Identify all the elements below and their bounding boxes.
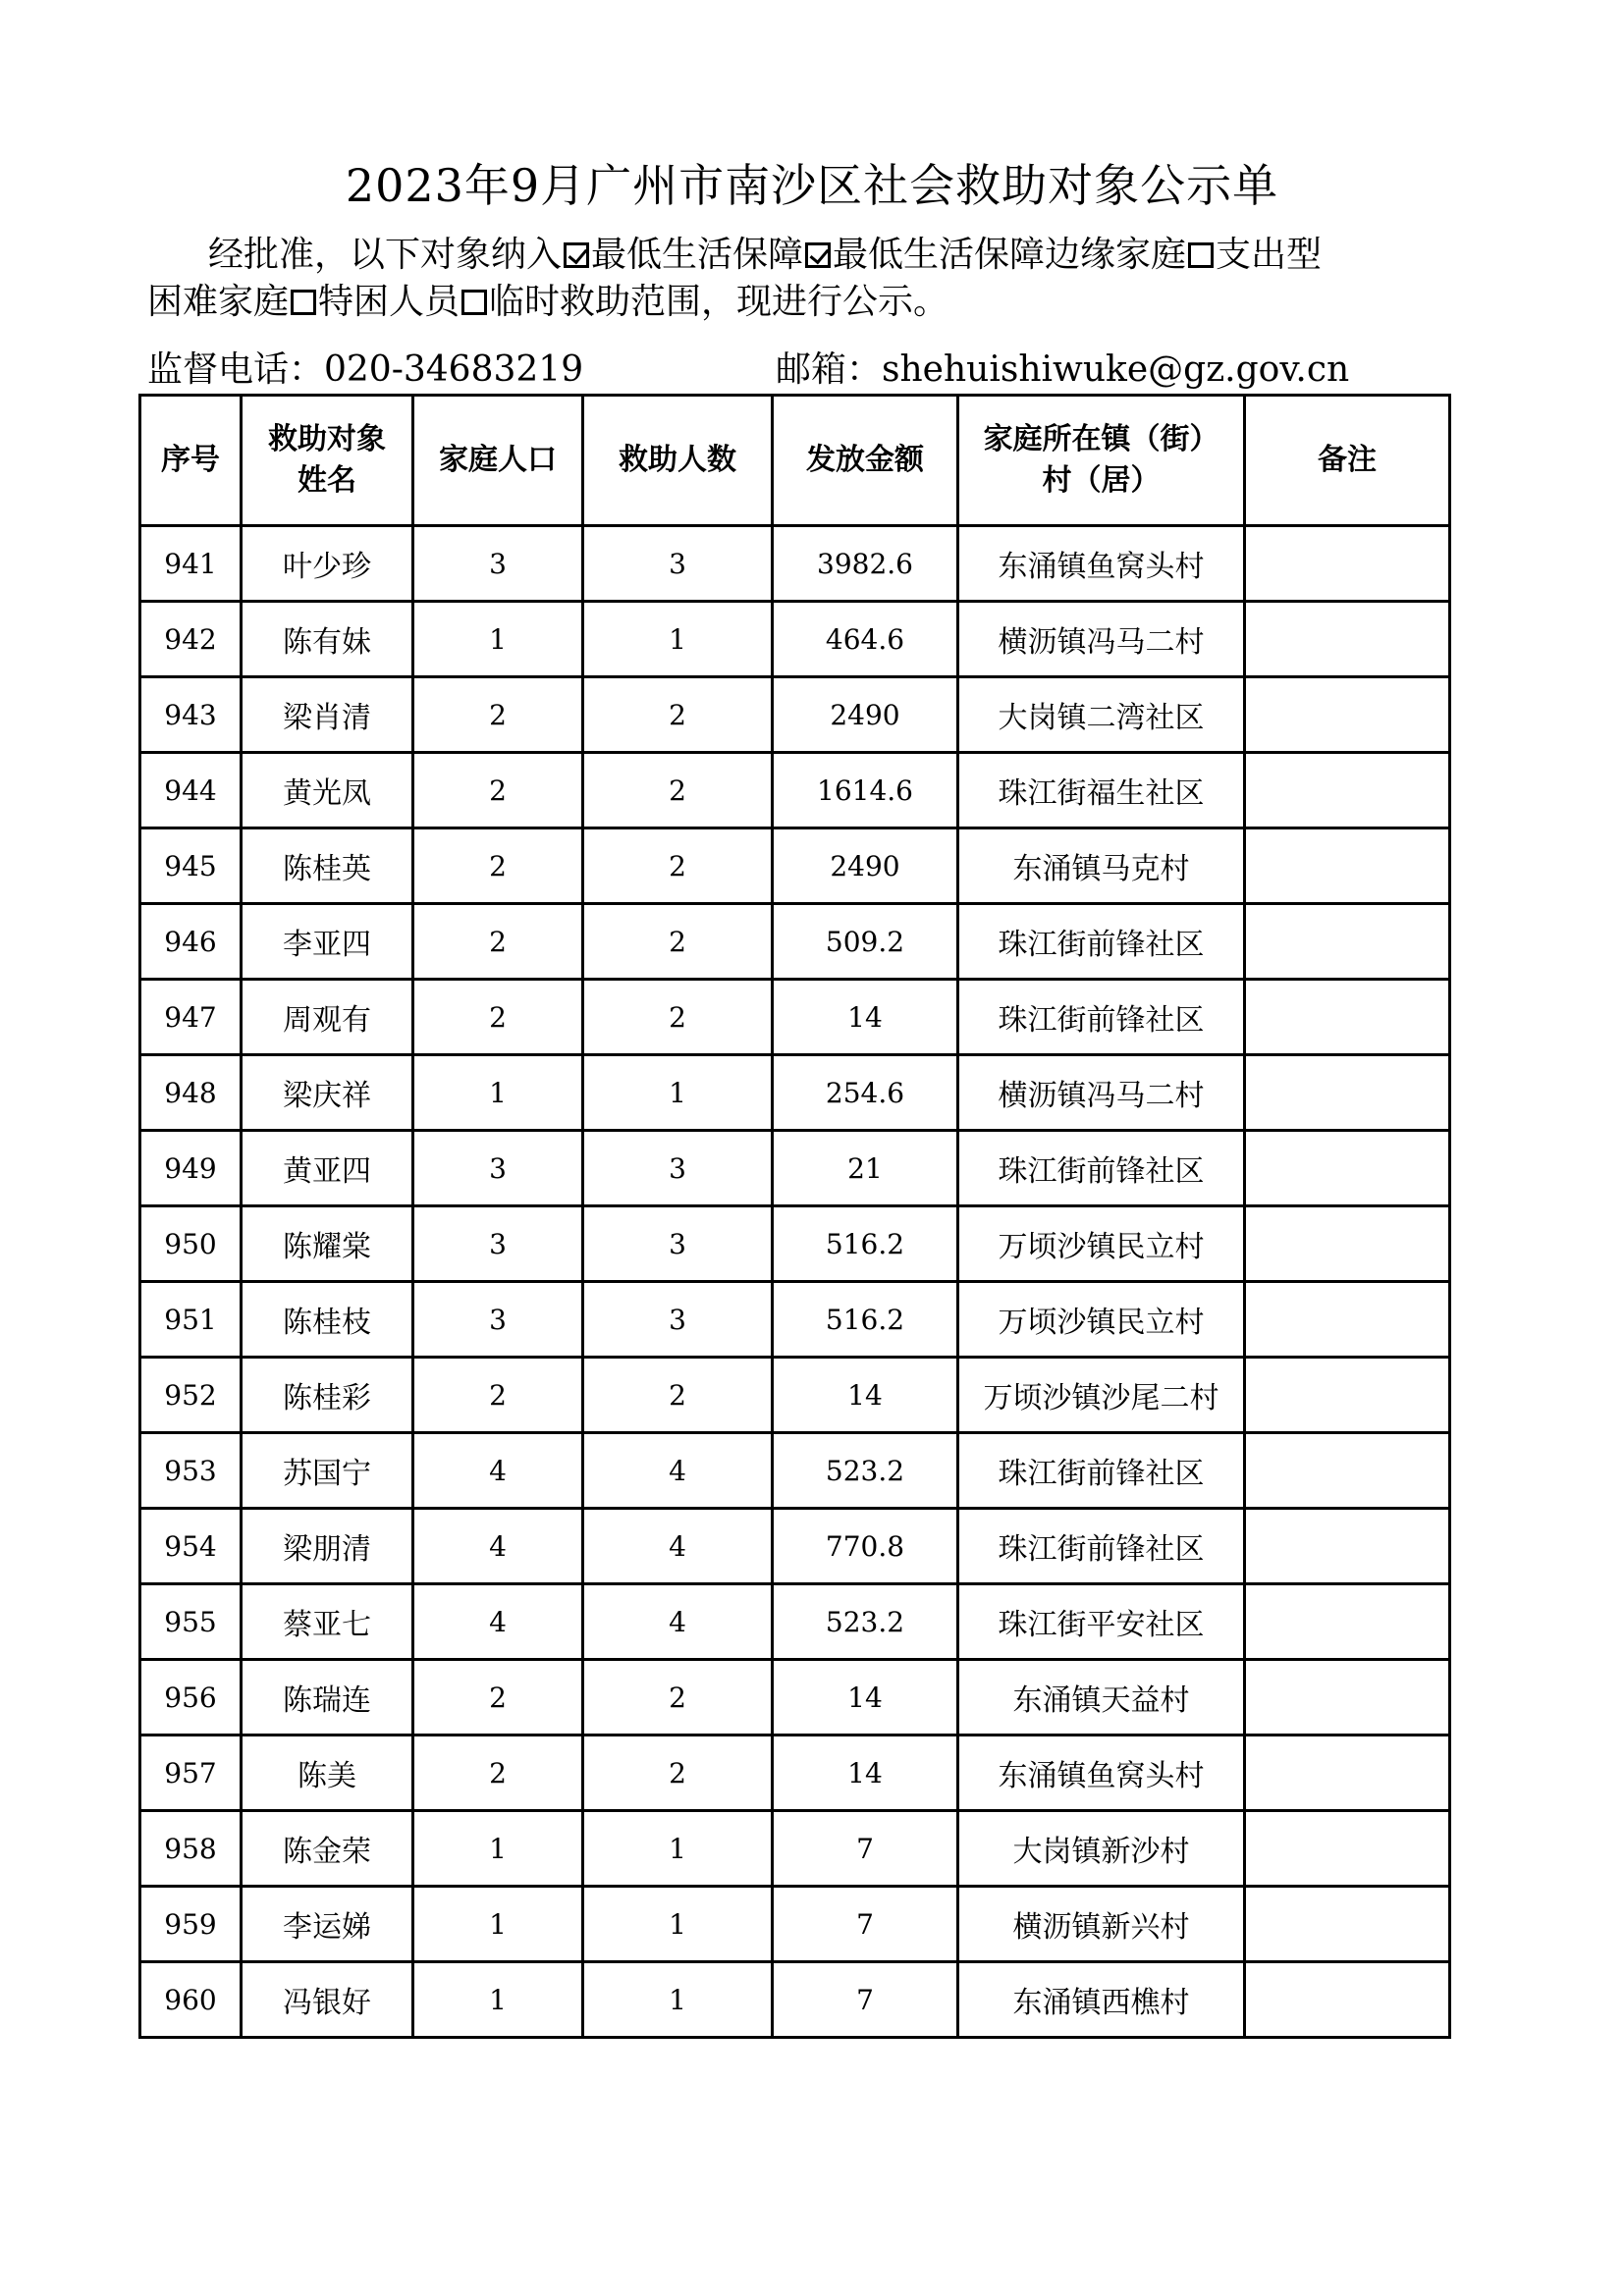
cell-household-size: 2 (413, 677, 583, 753)
supervision-phone: 监督电话：020-34683219 (147, 349, 584, 390)
table-body (140, 526, 1450, 2038)
header-index: 序号 (140, 396, 242, 526)
table-row (140, 753, 1450, 828)
cell-household-size: 4 (413, 1433, 583, 1509)
option-label-5: 临时救助范围，现进行公示。 (489, 282, 949, 322)
cell-amount: 254.6 (773, 1055, 958, 1131)
cell-index: 943 (140, 677, 242, 753)
cell-remarks (1245, 1055, 1450, 1131)
cell-aid-count: 3 (583, 1282, 773, 1358)
cell-name: 陈美 (242, 1735, 413, 1811)
cell-name: 黄光凤 (242, 753, 413, 828)
cell-remarks (1245, 677, 1450, 753)
cell-name: 周观有 (242, 980, 413, 1055)
cell-remarks (1245, 753, 1450, 828)
cell-household-size: 2 (413, 980, 583, 1055)
cell-index: 949 (140, 1131, 242, 1206)
cell-address: 东涌镇西樵村 (958, 1962, 1245, 2038)
cell-aid-count: 2 (583, 677, 773, 753)
intro-line-1 (147, 232, 1453, 279)
cell-name: 蔡亚七 (242, 1584, 413, 1660)
cell-aid-count: 1 (583, 1962, 773, 2038)
intro-paragraph (147, 232, 1453, 326)
cell-address: 东涌镇马克村 (958, 828, 1245, 904)
checkbox-option-1 (564, 242, 589, 268)
cell-remarks (1245, 1735, 1450, 1811)
table-row (140, 1811, 1450, 1887)
cell-name: 黄亚四 (242, 1131, 413, 1206)
cell-index: 959 (140, 1887, 242, 1962)
option-label-3: 支出型 (1216, 235, 1323, 275)
table-row (140, 1660, 1450, 1735)
cell-index: 951 (140, 1282, 242, 1358)
header-aid-count: 救助人数 (583, 396, 773, 526)
cell-amount: 2490 (773, 677, 958, 753)
cell-aid-count: 1 (583, 1887, 773, 1962)
cell-household-size: 1 (413, 1055, 583, 1131)
table-row (140, 1282, 1450, 1358)
cell-aid-count: 2 (583, 1735, 773, 1811)
cell-name: 叶少珍 (242, 526, 413, 602)
cell-household-size: 4 (413, 1584, 583, 1660)
cell-name: 陈桂枝 (242, 1282, 413, 1358)
cell-address: 珠江街前锋社区 (958, 980, 1245, 1055)
cell-name: 李运娣 (242, 1887, 413, 1962)
intro-line2-prefix: 困难家庭 (147, 282, 290, 322)
cell-household-size: 1 (413, 1962, 583, 2038)
cell-index: 941 (140, 526, 242, 602)
cell-name: 冯银好 (242, 1962, 413, 2038)
cell-index: 957 (140, 1735, 242, 1811)
cell-household-size: 2 (413, 1660, 583, 1735)
cell-index: 956 (140, 1660, 242, 1735)
cell-address: 珠江街前锋社区 (958, 904, 1245, 980)
cell-remarks (1245, 1206, 1450, 1282)
cell-household-size: 3 (413, 1206, 583, 1282)
cell-remarks (1245, 828, 1450, 904)
cell-name: 陈金荣 (242, 1811, 413, 1887)
cell-remarks (1245, 904, 1450, 980)
cell-household-size: 2 (413, 828, 583, 904)
cell-remarks (1245, 1358, 1450, 1433)
cell-amount: 516.2 (773, 1282, 958, 1358)
cell-address: 横沥镇新兴村 (958, 1887, 1245, 1962)
cell-amount: 14 (773, 980, 958, 1055)
cell-aid-count: 3 (583, 1131, 773, 1206)
intro-prefix: 经批准，以下对象纳入 (208, 235, 563, 275)
cell-household-size: 2 (413, 1735, 583, 1811)
table-row (140, 828, 1450, 904)
cell-aid-count: 2 (583, 1660, 773, 1735)
cell-address: 万顷沙镇民立村 (958, 1206, 1245, 1282)
cell-aid-count: 2 (583, 753, 773, 828)
cell-aid-count: 4 (583, 1433, 773, 1509)
contact-email: 邮箱：shehuishiwuke@gz.gov.cn (776, 349, 1350, 390)
option-label-2: 最低生活保障边缘家庭 (833, 235, 1187, 275)
cell-index: 953 (140, 1433, 242, 1509)
checkbox-option-5 (461, 290, 487, 315)
cell-remarks (1245, 1811, 1450, 1887)
cell-amount: 523.2 (773, 1584, 958, 1660)
cell-aid-count: 4 (583, 1509, 773, 1584)
cell-address: 珠江街前锋社区 (958, 1131, 1245, 1206)
table-header-row (140, 396, 1450, 526)
cell-name: 李亚四 (242, 904, 413, 980)
cell-remarks (1245, 1509, 1450, 1584)
cell-household-size: 1 (413, 602, 583, 677)
option-label-4: 特困人员 (318, 282, 460, 322)
cell-household-size: 2 (413, 753, 583, 828)
cell-amount: 509.2 (773, 904, 958, 980)
table-row (140, 1433, 1450, 1509)
cell-remarks (1245, 1282, 1450, 1358)
cell-remarks (1245, 602, 1450, 677)
cell-household-size: 3 (413, 1282, 583, 1358)
table-row (140, 1509, 1450, 1584)
cell-address: 万顷沙镇沙尾二村 (958, 1358, 1245, 1433)
cell-aid-count: 4 (583, 1584, 773, 1660)
option-label-1: 最低生活保障 (591, 235, 804, 275)
cell-name: 陈瑞连 (242, 1660, 413, 1735)
checkbox-option-4 (291, 290, 316, 315)
header-remarks: 备注 (1245, 396, 1450, 526)
cell-name: 陈桂彩 (242, 1358, 413, 1433)
cell-address: 珠江街平安社区 (958, 1584, 1245, 1660)
cell-amount: 7 (773, 1962, 958, 2038)
cell-remarks (1245, 1962, 1450, 2038)
cell-address: 东涌镇鱼窝头村 (958, 526, 1245, 602)
cell-address: 万顷沙镇民立村 (958, 1282, 1245, 1358)
table-row (140, 904, 1450, 980)
cell-aid-count: 2 (583, 828, 773, 904)
cell-address: 大岗镇新沙村 (958, 1811, 1245, 1887)
cell-index: 960 (140, 1962, 242, 2038)
cell-address: 大岗镇二湾社区 (958, 677, 1245, 753)
cell-remarks (1245, 1584, 1450, 1660)
cell-remarks (1245, 980, 1450, 1055)
table-row (140, 1584, 1450, 1660)
cell-amount: 14 (773, 1358, 958, 1433)
cell-household-size: 1 (413, 1811, 583, 1887)
cell-index: 952 (140, 1358, 242, 1433)
cell-household-size: 3 (413, 526, 583, 602)
cell-name: 陈有妹 (242, 602, 413, 677)
cell-household-size: 4 (413, 1509, 583, 1584)
cell-index: 946 (140, 904, 242, 980)
cell-amount: 770.8 (773, 1509, 958, 1584)
cell-remarks (1245, 1131, 1450, 1206)
checkbox-option-3 (1188, 242, 1214, 268)
cell-index: 948 (140, 1055, 242, 1131)
cell-amount: 7 (773, 1887, 958, 1962)
cell-name: 梁朋清 (242, 1509, 413, 1584)
cell-amount: 14 (773, 1660, 958, 1735)
cell-household-size: 2 (413, 1358, 583, 1433)
checkbox-option-2 (805, 242, 831, 268)
page-title: 2023年9月广州市南沙区社会救助对象公示单 (345, 159, 1279, 212)
cell-address: 珠江街前锋社区 (958, 1433, 1245, 1509)
table-row (140, 1735, 1450, 1811)
cell-index: 945 (140, 828, 242, 904)
cell-name: 梁庆祥 (242, 1055, 413, 1131)
cell-address: 东涌镇鱼窝头村 (958, 1735, 1245, 1811)
table-row (140, 602, 1450, 677)
cell-amount: 523.2 (773, 1433, 958, 1509)
cell-address: 横沥镇冯马二村 (958, 602, 1245, 677)
cell-amount: 1614.6 (773, 753, 958, 828)
table-row (140, 1206, 1450, 1282)
table-row (140, 1962, 1450, 2038)
header-name: 救助对象 姓名 (242, 396, 413, 526)
header-household-size: 家庭人口 (413, 396, 583, 526)
cell-name: 苏国宁 (242, 1433, 413, 1509)
table-row (140, 1887, 1450, 1962)
cell-name: 陈桂英 (242, 828, 413, 904)
cell-aid-count: 1 (583, 602, 773, 677)
cell-name: 梁肖清 (242, 677, 413, 753)
cell-name: 陈耀棠 (242, 1206, 413, 1282)
cell-household-size: 1 (413, 1887, 583, 1962)
table-row (140, 526, 1450, 602)
cell-index: 942 (140, 602, 242, 677)
cell-household-size: 2 (413, 904, 583, 980)
cell-aid-count: 2 (583, 904, 773, 980)
cell-amount: 464.6 (773, 602, 958, 677)
cell-index: 958 (140, 1811, 242, 1887)
cell-remarks (1245, 526, 1450, 602)
cell-aid-count: 2 (583, 1358, 773, 1433)
cell-remarks (1245, 1887, 1450, 1962)
cell-remarks (1245, 1660, 1450, 1735)
table-row (140, 1131, 1450, 1206)
cell-address: 珠江街前锋社区 (958, 1509, 1245, 1584)
cell-index: 947 (140, 980, 242, 1055)
cell-amount: 2490 (773, 828, 958, 904)
cell-amount: 7 (773, 1811, 958, 1887)
header-amount: 发放金额 (773, 396, 958, 526)
cell-aid-count: 3 (583, 1206, 773, 1282)
cell-address: 珠江街福生社区 (958, 753, 1245, 828)
cell-index: 950 (140, 1206, 242, 1282)
table-row (140, 677, 1450, 753)
cell-index: 954 (140, 1509, 242, 1584)
cell-amount: 3982.6 (773, 526, 958, 602)
recipients-table (138, 394, 1451, 2039)
table-row (140, 1358, 1450, 1433)
cell-amount: 516.2 (773, 1206, 958, 1282)
cell-household-size: 3 (413, 1131, 583, 1206)
cell-address: 东涌镇天益村 (958, 1660, 1245, 1735)
cell-address: 横沥镇冯马二村 (958, 1055, 1245, 1131)
cell-amount: 21 (773, 1131, 958, 1206)
intro-line-2 (147, 279, 1453, 326)
cell-aid-count: 2 (583, 980, 773, 1055)
cell-remarks (1245, 1433, 1450, 1509)
cell-index: 955 (140, 1584, 242, 1660)
cell-aid-count: 3 (583, 526, 773, 602)
cell-aid-count: 1 (583, 1811, 773, 1887)
table-row (140, 980, 1450, 1055)
cell-aid-count: 1 (583, 1055, 773, 1131)
cell-index: 944 (140, 753, 242, 828)
header-address: 家庭所在镇（街） 村（居） (958, 396, 1245, 526)
table-row (140, 1055, 1450, 1131)
cell-amount: 14 (773, 1735, 958, 1811)
